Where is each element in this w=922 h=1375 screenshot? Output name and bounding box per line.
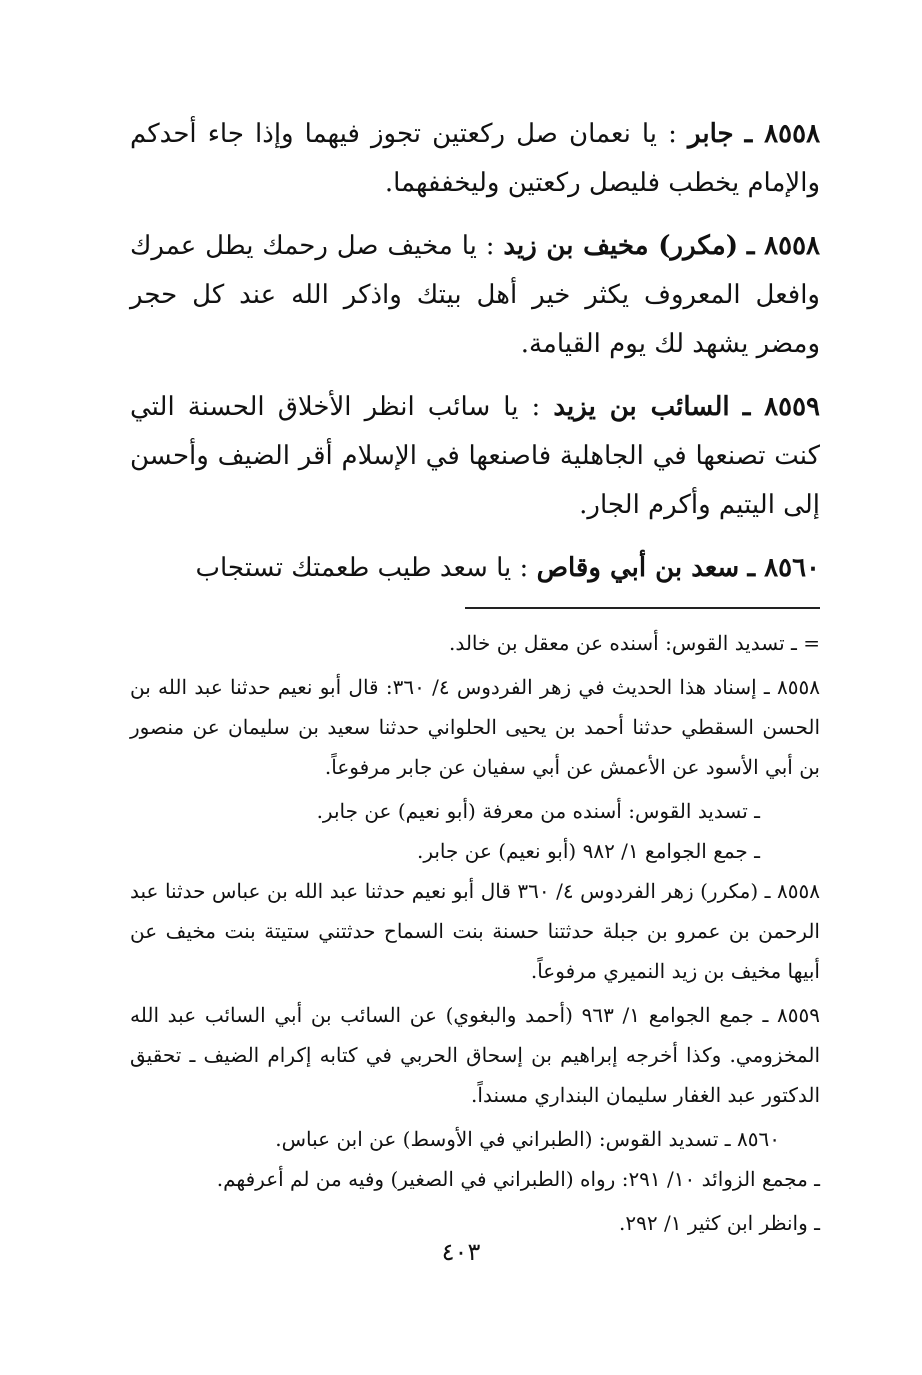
footnote: ٨٥٥٩ ـ جمع الجوامع ١/ ٩٦٣ (أحمد والبغوي) عن السائب بن أبي السائب عبد الله المخزومي. وكذا أخرجه إبراهيم بن إسحاق الحربي في كتابه إكرام الضيف ـ تحقيق الدكتور عبد الغفار سليمان البنداري مسنداً. — [130, 1003, 820, 1107]
entry-text: : يا نعمان صل ركعتين تجوز فيهما وإذا جاء أحدكم والإمام يخطب فليصل ركعتين وليخففهما. — [130, 119, 820, 198]
footnote: ٨٥٥٨ ـ (مكرر) زهر الفردوس ٤/ ٣٦٠ قال أبو نعيم حدثنا عبد الله بن عباس حدثنا عبد الرحمن بن عمرو بن جبلة حدثتنا حسنة بنت السماح حدثتني ستيتة بنت مخيف عن أبيها مخيف بن زيد النميري مرفوعاً. — [130, 879, 820, 983]
page-number: ٤٠٣ — [441, 1238, 481, 1266]
footnote-carryover: = ـ تسديد القوس: أسنده عن معقل بن خالد. — [448, 631, 820, 655]
entry-narrator: سعد بن أبي وقاص — [536, 553, 740, 583]
entry-narrator: السائب بن يزيد — [553, 392, 730, 422]
hadith-entry — [130, 110, 820, 208]
page-body — [130, 110, 820, 1247]
footnote-sub: ـ جمع الجوامع ١/ ٩٨٢ (أبو نعيم) عن جابر. — [416, 839, 760, 863]
footnote: ٨٥٦٠ ـ تسديد القوس: (الطبراني في الأوسط) عن ابن عباس. — [275, 1127, 780, 1151]
hadith-entry — [130, 544, 820, 593]
entry-text: : يا سعد طيب طعمتك تستجاب — [195, 553, 529, 583]
footnote-sub: ـ وانظر ابن كثير ١/ ٢٩٢. — [619, 1211, 820, 1235]
entry-narrator: جابر — [688, 119, 734, 149]
entry-text: : يا مخيف صل رحمك يطل عمرك وافعل المعروف يكثر خير أهل بيتك واذكر الله عند كل حجر ومضر يشهد لك يوم القيامة. — [130, 231, 820, 359]
entry-number: ٨٥٥٨ ـ — [746, 231, 821, 261]
entry-number: ٨٥٥٨ ـ — [744, 119, 821, 149]
footnote: ٨٥٥٨ ـ إسناد هذا الحديث في زهر الفردوس ٤/ ٣٦٠: قال أبو نعيم حدثنا عبد الله بن الحسن السقطي حدثنا أحمد بن يحيى الحلواني حدثنا سعيد بن سليمان عن منصور بن أبي الأسود عن الأعمش عن أبي سفيان عن جابر مرفوعاً. — [130, 675, 820, 779]
footnotes — [130, 623, 820, 1243]
footnote-sub: ـ مجمع الزوائد ١٠/ ٢٩١: رواه (الطبراني في الصغير) وفيه من لم أعرفهم. — [216, 1167, 820, 1191]
hadith-entry — [130, 383, 820, 530]
entry-narrator: (مكرر) مخيف بن زيد — [503, 231, 739, 261]
entry-number: ٨٥٦٠ ـ — [747, 553, 820, 583]
hadith-entry — [130, 222, 820, 369]
footnote-sub: ـ تسديد القوس: أسنده من معرفة (أبو نعيم) عن جابر. — [316, 799, 760, 823]
entry-number: ٨٥٥٩ ـ — [742, 392, 821, 422]
main-text — [130, 110, 820, 593]
footnote-divider — [465, 607, 820, 609]
entry-text: : يا سائب انظر الأخلاق الحسنة التي كنت تصنعها في الجاهلية فاصنعها في الإسلام أقر الضيف وأحسن إلى اليتيم وأكرم الجار. — [130, 392, 820, 520]
